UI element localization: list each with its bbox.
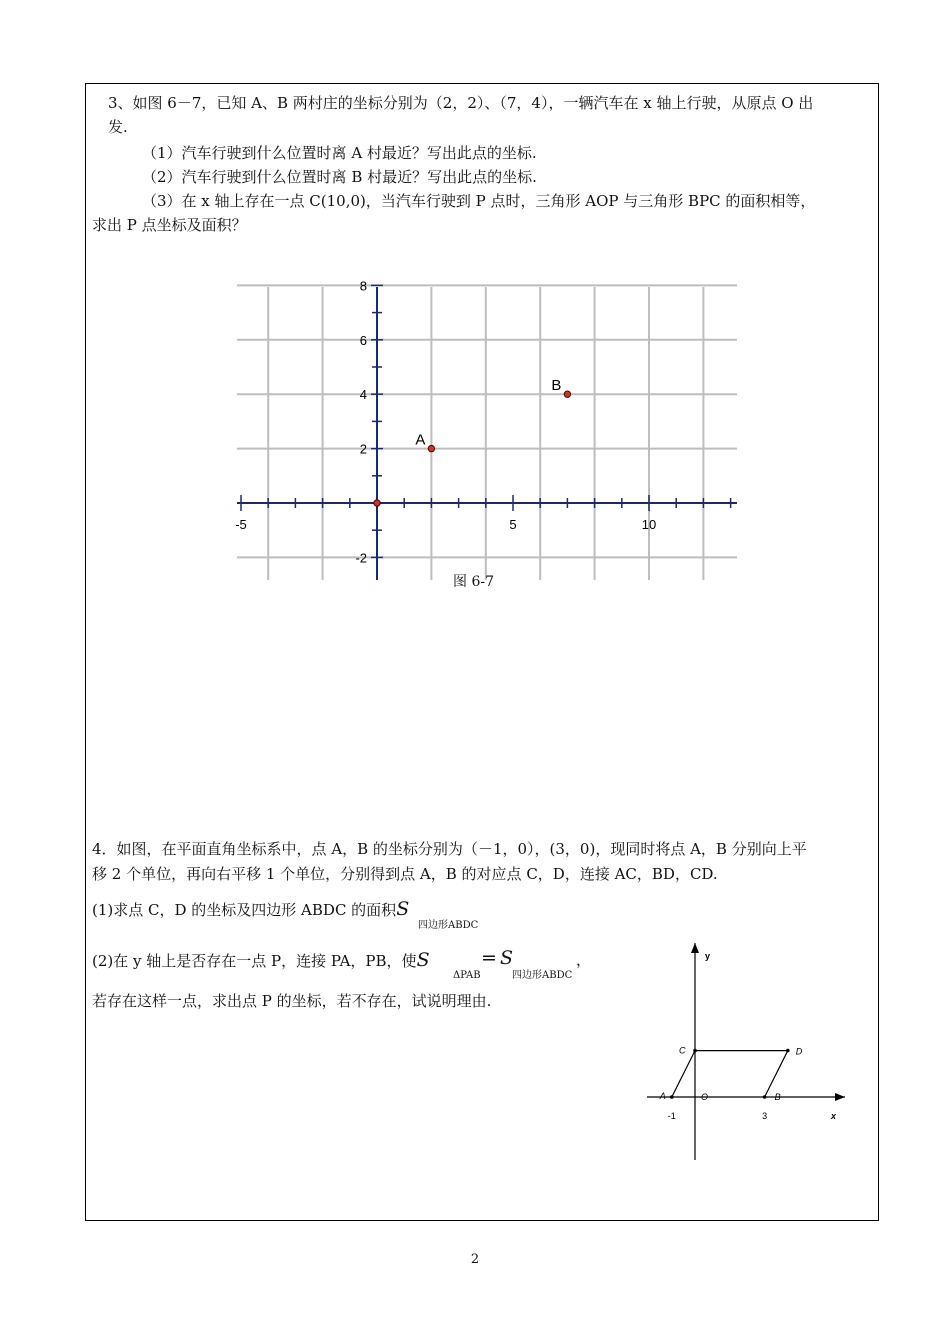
- y-tick-label: 6: [359, 332, 367, 348]
- problem4-question1: [92, 898, 479, 931]
- problem4-line1: 4．如图，在平面直角坐标系中，点 A，B 的坐标分别为（－1，0），(3，0)，现同时将点 A，B 分别向上平: [92, 840, 807, 858]
- area-symbol-abdc: S: [500, 947, 514, 969]
- y-tick-label: 4: [359, 387, 367, 403]
- point-label-a: A: [659, 1091, 666, 1101]
- subscript-abdc: 四边形ABDC: [512, 970, 573, 981]
- subscript-pab: ΔPAB: [453, 970, 481, 981]
- x-axis-label: x: [831, 1111, 837, 1121]
- point-label-b: B: [774, 1092, 781, 1102]
- point-origin: [374, 500, 380, 506]
- problem3-question3-line1: （3）在 x 轴上存在一点 C(10,0)，当汽车行驶到 P 点时，三角形 AOP 与三角形 BPC 的面积相等，: [142, 192, 816, 210]
- problem4-question2-line2: 若存在这样一点，求出点 P 的坐标，若不存在，试说明理由.: [92, 992, 492, 1010]
- point-label-o: O: [701, 1092, 709, 1102]
- area-symbol: S: [396, 898, 410, 920]
- q1-text: (1)求点 C，D 的坐标及四边形 ABDC 的面积: [92, 901, 397, 919]
- segment-db: [765, 1051, 788, 1097]
- problem3-question2: （2）汽车行驶到什么位置时离 B 村最近？写出此点的坐标.: [142, 168, 537, 186]
- area-symbol-pab: S: [416, 949, 430, 971]
- point-label-d: D: [795, 1046, 803, 1057]
- comma: ，: [576, 951, 592, 969]
- x-axis-arrow: [835, 1093, 845, 1101]
- point-label-b: B: [551, 377, 562, 395]
- point-label-c: C: [679, 1045, 686, 1056]
- point-b: [564, 391, 570, 397]
- tick-label: -1: [667, 1111, 676, 1121]
- problem3-line2: 发.: [108, 118, 128, 136]
- y-axis-arrow: [691, 943, 699, 953]
- vertex-b: [763, 1095, 767, 1099]
- coordinate-grid-chart: [230, 275, 745, 585]
- point-label-a: A: [415, 431, 426, 449]
- vertex-d: [786, 1049, 790, 1053]
- y-tick-label: -2: [355, 550, 367, 566]
- vertex-a: [670, 1095, 674, 1099]
- problem4-line2: 移 2 个单位，再向右平移 1 个单位，分别得到点 A，B 的对应点 C，D，连接 AC，BD，CD.: [92, 865, 718, 883]
- page-number: 2: [470, 1252, 480, 1267]
- tick-label: 3: [762, 1111, 768, 1121]
- x-tick-label: 5: [509, 517, 517, 532]
- parallelogram-diagram: [645, 935, 860, 1165]
- segment-ac: [672, 1051, 695, 1097]
- y-tick-label: 8: [359, 278, 367, 294]
- problem3-line1: 3、如图 6－7，已知 A、B 两村庄的坐标分别为（2，2）、（7，4），一辆汽车在 x 轴上行驶，从原点 O 出: [108, 94, 814, 112]
- problem3-question3-line2: 求出 P 点坐标及面积？: [92, 216, 247, 234]
- equals-sign: =: [481, 947, 497, 969]
- y-axis-label: y: [705, 951, 711, 961]
- vertex-c: [693, 1049, 697, 1053]
- x-tick-label: 10: [641, 517, 657, 532]
- area-subscript: 四边形ABDC: [418, 920, 479, 931]
- problem4-question2: [92, 947, 592, 981]
- problem3-question1: （1）汽车行驶到什么位置时离 A 村最近？写出此点的坐标.: [142, 144, 537, 162]
- q2-text: (2)在 y 轴上是否存在一点 P，连接 PA，PB，使: [92, 952, 417, 970]
- y-tick-label: 2: [359, 441, 367, 457]
- figure-caption: 图 6-7: [453, 574, 494, 590]
- point-a: [428, 445, 434, 451]
- x-tick-label: -5: [235, 517, 247, 532]
